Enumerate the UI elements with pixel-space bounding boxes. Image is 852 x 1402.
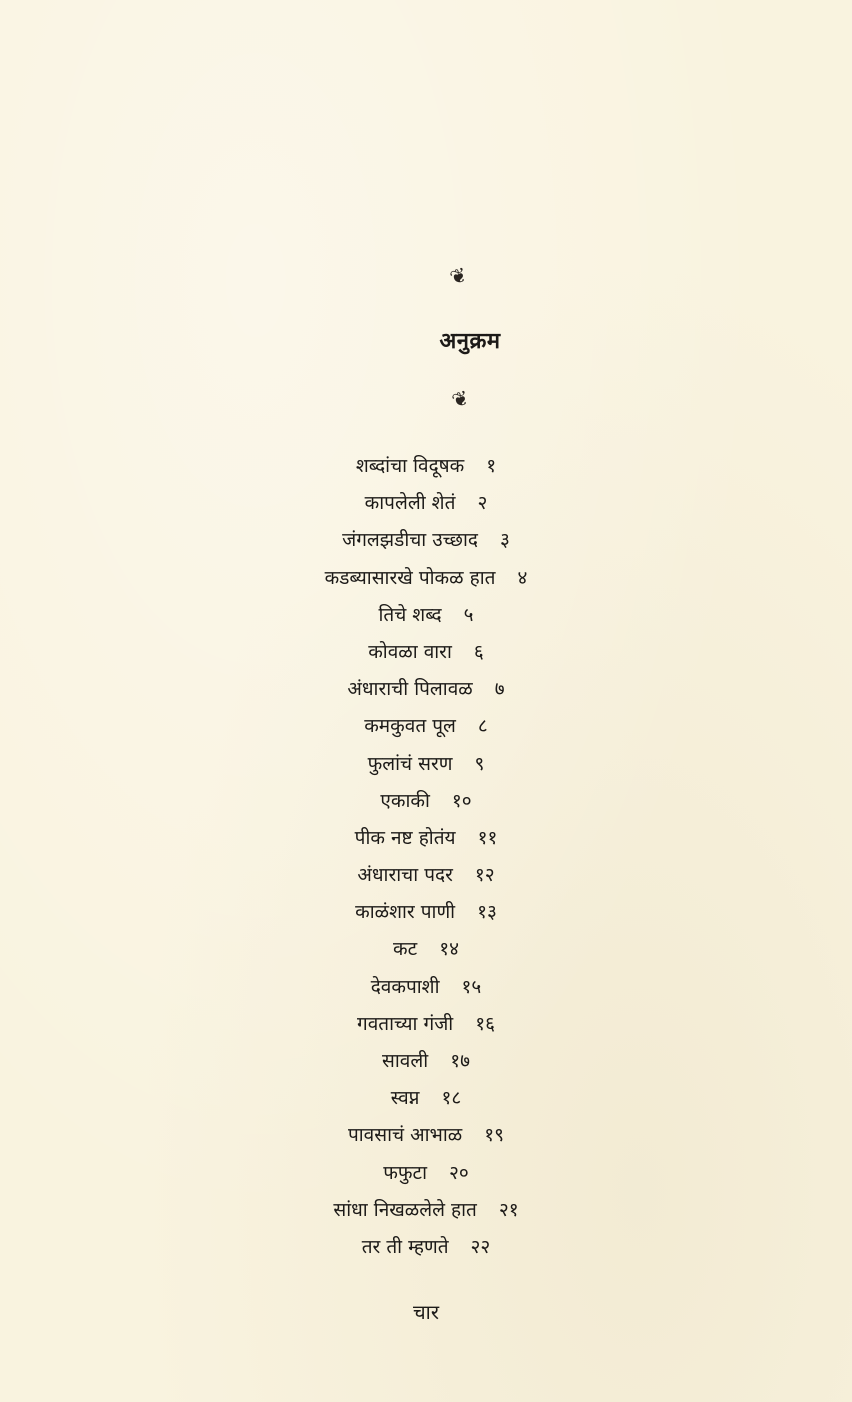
- toc-entry: [0, 969, 852, 1006]
- toc-entry-page-number: १९: [484, 1124, 505, 1147]
- toc-entry-title: कमकुवत पूल: [364, 715, 456, 738]
- toc-entry: [0, 708, 852, 745]
- toc-entry-page-number: ७: [494, 678, 505, 701]
- toc-entry: [0, 1080, 852, 1117]
- toc-entry-title: कट: [393, 938, 418, 961]
- toc-entry-title: पावसाचं आभाळ: [347, 1124, 463, 1147]
- toc-entry-page-number: ५: [463, 603, 474, 626]
- toc-entry-page-number: ६: [473, 640, 484, 663]
- toc-entry-title: तिचे शब्द: [378, 603, 442, 626]
- toc-entry-title: शब्दांचा विदूषक: [355, 455, 465, 477]
- toc-entry: [0, 1192, 852, 1229]
- toc-entry-page-number: २१: [498, 1198, 519, 1221]
- toc-entry: [0, 560, 852, 597]
- contents-heading: अनुक्रम: [439, 328, 501, 354]
- toc-entry-title: फुलांचं सरण: [367, 752, 453, 775]
- toc-entry: [0, 931, 852, 968]
- toc-entry-title: पीक नष्ट होतंय: [354, 826, 456, 849]
- toc-entry-page-number: १४: [439, 938, 459, 961]
- toc-entry-page-number: १२: [474, 864, 495, 887]
- toc-entry: [0, 448, 852, 485]
- toc-entry-page-number: १०: [451, 789, 472, 812]
- toc-entry: [0, 634, 852, 671]
- toc-entry: [0, 522, 852, 559]
- toc-entry-page-number: ३: [500, 529, 510, 552]
- toc-entry-title: एकाकी: [380, 789, 430, 812]
- toc-entry-title: काळंशार पाणी: [355, 901, 456, 924]
- toc-entry-title: देवकपाशी: [370, 975, 440, 998]
- toc-entry-title: सांधा निखळलेले हात: [333, 1198, 477, 1221]
- toc-entry: [0, 746, 852, 783]
- toc-entry-title: अंधाराचा पदर: [357, 864, 453, 887]
- toc-entry: [0, 1155, 852, 1192]
- toc-entry-title: गवताच्या गंजी: [357, 1012, 454, 1035]
- toc-entry: [0, 783, 852, 820]
- toc-entry-title: कापलेली शेतं: [364, 492, 456, 515]
- ornament-top-icon: ❦: [446, 261, 471, 291]
- toc-entry: [0, 671, 852, 708]
- ornament-divider-icon: ❦: [448, 384, 473, 414]
- toc-entry-page-number: ४: [517, 566, 528, 589]
- toc-entry-page-number: २२: [470, 1235, 491, 1258]
- toc-entry-title: जंगलझडीचा उच्छाद: [342, 529, 478, 552]
- toc-entry-page-number: ८: [477, 715, 488, 738]
- toc-entry-page-number: २०: [449, 1161, 469, 1184]
- toc-entry-title: फफुटा: [383, 1161, 428, 1184]
- toc-entry: [0, 1117, 852, 1154]
- toc-entry-page-number: ११: [477, 826, 498, 849]
- toc-entry-title: कडब्यासारखे पोकळ हात: [324, 566, 496, 589]
- toc-entry: [0, 894, 852, 931]
- toc-entry: [0, 857, 852, 894]
- toc-entry-page-number: १६: [475, 1012, 495, 1035]
- page-number: चार: [412, 1300, 440, 1324]
- toc-entry-page-number: १५: [461, 975, 482, 998]
- toc-entry-page-number: १७: [450, 1050, 470, 1072]
- toc-entry: [0, 485, 852, 522]
- toc-entry: [0, 820, 852, 857]
- toc-entry: [0, 597, 852, 634]
- toc-entry-page-number: १३: [477, 901, 497, 924]
- toc-entry-page-number: १: [486, 455, 497, 477]
- toc-entry-title: स्वप्न: [390, 1087, 420, 1110]
- toc-entry: [0, 1229, 852, 1266]
- toc-entry-title: अंधाराची पिलावळ: [347, 678, 473, 701]
- toc-entry: [0, 1006, 852, 1043]
- table-of-contents: [0, 448, 852, 1266]
- toc-entry-page-number: २: [477, 492, 488, 515]
- toc-entry: [0, 1043, 852, 1080]
- toc-entry-title: तर ती म्हणते: [361, 1235, 449, 1258]
- toc-entry-title: कोवळा वारा: [368, 640, 452, 663]
- toc-entry-page-number: ९: [474, 752, 485, 775]
- toc-entry-page-number: १८: [441, 1087, 462, 1110]
- toc-entry-title: सावली: [382, 1050, 429, 1072]
